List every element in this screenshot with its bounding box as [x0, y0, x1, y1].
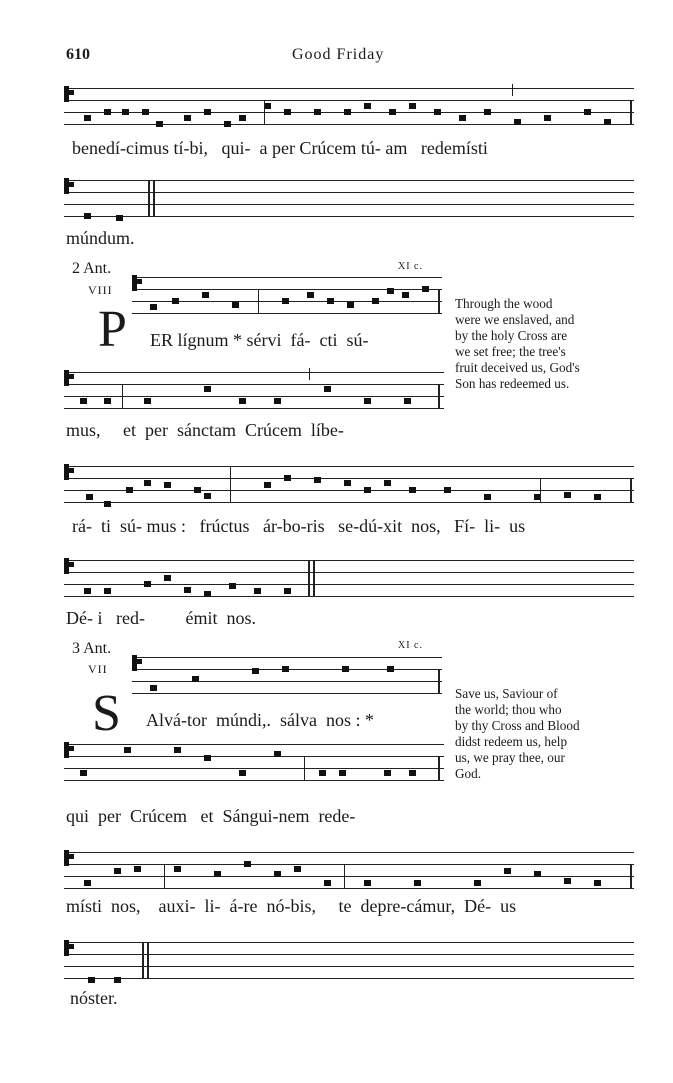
neume-icon [384, 480, 391, 486]
bar-line [264, 100, 265, 124]
neume-icon [104, 398, 111, 404]
bar-line [438, 669, 440, 693]
neume-icon [534, 871, 541, 877]
neume-icon [389, 109, 396, 115]
clef-icon [64, 86, 69, 102]
staff-2 [64, 172, 634, 224]
staff-line [132, 289, 442, 290]
neume-icon [347, 302, 354, 308]
neume-icon [364, 880, 371, 886]
neume-icon [144, 581, 151, 587]
neume-icon [84, 213, 91, 219]
staff-line [64, 744, 444, 745]
bar-line [148, 180, 150, 217]
neume-icon [164, 482, 171, 488]
bar-line [630, 100, 632, 124]
lyric-line-3: ER lígnum * sérvi fá- cti sú- [150, 330, 369, 350]
staff-line [64, 124, 634, 125]
antiphon-3-label: 3 Ant. [72, 640, 112, 657]
neume-icon [409, 487, 416, 493]
neume-icon [86, 494, 93, 500]
neume-icon [274, 871, 281, 877]
clef-icon [64, 370, 69, 386]
bar-line [258, 289, 259, 313]
neume-icon [284, 588, 291, 594]
neume-icon [364, 103, 371, 109]
bar-line [630, 478, 632, 502]
staff-line [64, 88, 634, 89]
staff-6 [64, 550, 634, 606]
neume-icon [134, 866, 141, 872]
neume-icon [594, 494, 601, 500]
staff-4 [64, 364, 444, 416]
neume-icon [284, 475, 291, 481]
staff-line [64, 888, 634, 889]
neume-icon [202, 292, 209, 298]
neume-icon [184, 115, 191, 121]
neume-icon [459, 115, 466, 121]
neume-icon [504, 868, 511, 874]
staff-line [132, 277, 442, 278]
neume-icon [584, 109, 591, 115]
staff-line [64, 396, 444, 397]
antiphon-2-initial: P [98, 301, 127, 358]
staff-line [64, 100, 634, 101]
lyric-line-4: mus, et per sánctam Crúcem líbe- [66, 420, 344, 440]
lyric-line-5: rá- ti sú- mus : frúctus ár-bo-ris se-dú-xit nos, Fí- li- us [72, 516, 526, 536]
neume-icon [294, 866, 301, 872]
neume-icon [514, 119, 521, 125]
bar-line [122, 384, 123, 408]
staff-line [132, 313, 442, 314]
neume-icon [116, 215, 123, 221]
lyric-line-10: nóster. [70, 988, 118, 1008]
neume-icon [244, 861, 251, 867]
neume-icon [372, 298, 379, 304]
neume-icon [194, 487, 201, 493]
staff-line [64, 384, 444, 385]
neume-icon [264, 482, 271, 488]
neume-icon [402, 292, 409, 298]
neume-icon [232, 302, 239, 308]
staff-8 [64, 736, 444, 788]
neume-icon [282, 666, 289, 672]
neume-icon [544, 115, 551, 121]
clef-icon [132, 275, 137, 291]
neume-icon [80, 398, 87, 404]
neume-icon [104, 109, 111, 115]
clef-icon [132, 655, 137, 671]
neume-icon [214, 871, 221, 877]
antiphon-3-translation: Save us, Saviour of the world; thou who by thy Cross and Blood didst redeem us, help us, we pray thee, our God. [455, 686, 580, 781]
staff-line [64, 756, 444, 757]
neume-icon [274, 398, 281, 404]
neume-icon [239, 770, 246, 776]
clef-icon [64, 850, 69, 866]
neume-icon [114, 868, 121, 874]
neume-icon [150, 685, 157, 691]
bar-line [142, 942, 144, 979]
neume-icon [344, 109, 351, 115]
clef-icon [64, 742, 69, 758]
neume-icon [144, 480, 151, 486]
neume-icon [122, 109, 129, 115]
neume-icon [104, 501, 111, 507]
neume-icon [204, 109, 211, 115]
staff-line [64, 864, 634, 865]
neume-icon [387, 666, 394, 672]
neume-icon [239, 115, 246, 121]
staff-line [132, 693, 442, 694]
staff-5 [64, 454, 634, 514]
neume-icon [252, 668, 259, 674]
neume-icon [282, 298, 289, 304]
neume-icon [434, 109, 441, 115]
clef-icon [64, 178, 69, 194]
bar-line [309, 368, 310, 380]
neume-icon [204, 755, 211, 761]
bar-line [313, 560, 315, 597]
neume-icon [564, 878, 571, 884]
neume-icon [414, 880, 421, 886]
antiphon-3-source: XI c. [398, 640, 423, 651]
antiphon-2-label: 2 Ant. [72, 260, 112, 277]
bar-line [153, 180, 155, 217]
running-head: Good Friday [292, 46, 385, 63]
neume-icon [344, 480, 351, 486]
neume-icon [174, 747, 181, 753]
neume-icon [324, 386, 331, 392]
clef-icon [64, 464, 69, 480]
neume-icon [384, 770, 391, 776]
neume-icon [314, 477, 321, 483]
staff-line [64, 942, 634, 943]
staff-line [64, 596, 634, 597]
bar-line [308, 560, 310, 597]
neume-icon [229, 583, 236, 589]
neume-icon [409, 103, 416, 109]
neume-icon [484, 494, 491, 500]
neume-icon [88, 977, 95, 983]
bar-line [512, 84, 513, 96]
neume-icon [594, 880, 601, 886]
neume-icon [364, 398, 371, 404]
bar-line [164, 864, 165, 888]
bar-line [540, 478, 541, 502]
neume-icon [156, 121, 163, 127]
neume-icon [184, 587, 191, 593]
neume-icon [124, 747, 131, 753]
staff-1 [64, 76, 634, 136]
neume-icon [104, 588, 111, 594]
neume-icon [307, 292, 314, 298]
neume-icon [314, 109, 321, 115]
clef-icon [64, 558, 69, 574]
antiphon-3-initial: S [92, 685, 121, 742]
neume-icon [264, 103, 271, 109]
lyric-line-8: qui per Crúcem et Sángui-nem rede- [66, 806, 356, 826]
staff-line [64, 852, 634, 853]
staff-line [132, 681, 442, 682]
neume-icon [204, 591, 211, 597]
lyric-line-7: Alvá-tor múndi,. sálva nos : * [146, 710, 374, 730]
neume-icon [164, 575, 171, 581]
staff-9 [64, 840, 634, 900]
staff-10 [64, 934, 634, 986]
lyric-line-6: Dé- i red- émit nos. [66, 608, 256, 628]
staff-line [64, 954, 634, 955]
neume-icon [387, 288, 394, 294]
neume-icon [484, 109, 491, 115]
neume-icon [364, 487, 371, 493]
neume-icon [274, 751, 281, 757]
neume-icon [192, 676, 199, 682]
neume-icon [604, 119, 611, 125]
neume-icon [319, 770, 326, 776]
bar-line [147, 942, 149, 979]
neume-icon [126, 487, 133, 493]
lyric-line-9: místi nos, auxi- li- á-re nó-bis, te depre-cámur, Dé- us [66, 896, 517, 916]
antiphon-2-translation: Through the wood were we enslaved, and by the holy Cross are we set free; the tree's fruit deceived us, God's Son has redeemed us. [455, 296, 580, 391]
antiphon-2-mode: VIII [88, 283, 113, 297]
antiphon-3-mode: VII [88, 662, 108, 676]
staff-line [64, 876, 634, 877]
antiphon-2-source: XI c. [398, 261, 423, 272]
neume-icon [239, 398, 246, 404]
bar-line [230, 466, 231, 503]
neume-icon [409, 770, 416, 776]
neume-icon [339, 770, 346, 776]
staff-line [64, 466, 634, 467]
lyric-line-1: benedí-cimus tí-bi, qui- a per Crúcem tú- am redemísti [72, 138, 488, 158]
staff-line [64, 372, 444, 373]
staff-line [132, 657, 442, 658]
lyric-line-2: múndum. [66, 228, 135, 248]
neume-icon [80, 770, 87, 776]
bar-line [630, 864, 632, 888]
neume-icon [564, 492, 571, 498]
neume-icon [327, 298, 334, 304]
staff-line [64, 502, 634, 503]
neume-icon [204, 493, 211, 499]
neume-icon [324, 880, 331, 886]
neume-icon [150, 304, 157, 310]
neume-icon [342, 666, 349, 672]
neume-icon [474, 880, 481, 886]
neume-icon [254, 588, 261, 594]
bar-line [438, 289, 440, 313]
bar-line [438, 756, 440, 780]
staff-line [64, 966, 634, 967]
bar-line [438, 384, 440, 408]
neume-icon [224, 121, 231, 127]
page-number: 610 [66, 46, 90, 63]
neume-icon [144, 398, 151, 404]
bar-line [304, 756, 305, 780]
neume-icon [114, 977, 121, 983]
neume-icon [174, 866, 181, 872]
neume-icon [84, 880, 91, 886]
neume-icon [284, 109, 291, 115]
staff-line [64, 408, 444, 409]
neume-icon [84, 115, 91, 121]
clef-icon [64, 940, 69, 956]
neume-icon [142, 109, 149, 115]
bar-line [344, 864, 345, 888]
staff-3 [132, 272, 442, 318]
neume-icon [204, 386, 211, 392]
neume-icon [404, 398, 411, 404]
neume-icon [172, 298, 179, 304]
staff-line [64, 572, 634, 573]
staff-line [64, 560, 634, 561]
staff-line [64, 490, 634, 491]
neume-icon [422, 286, 429, 292]
staff-7 [132, 652, 442, 698]
neume-icon [444, 487, 451, 493]
staff-line [64, 978, 634, 979]
neume-icon [84, 588, 91, 594]
staff-line [64, 780, 444, 781]
